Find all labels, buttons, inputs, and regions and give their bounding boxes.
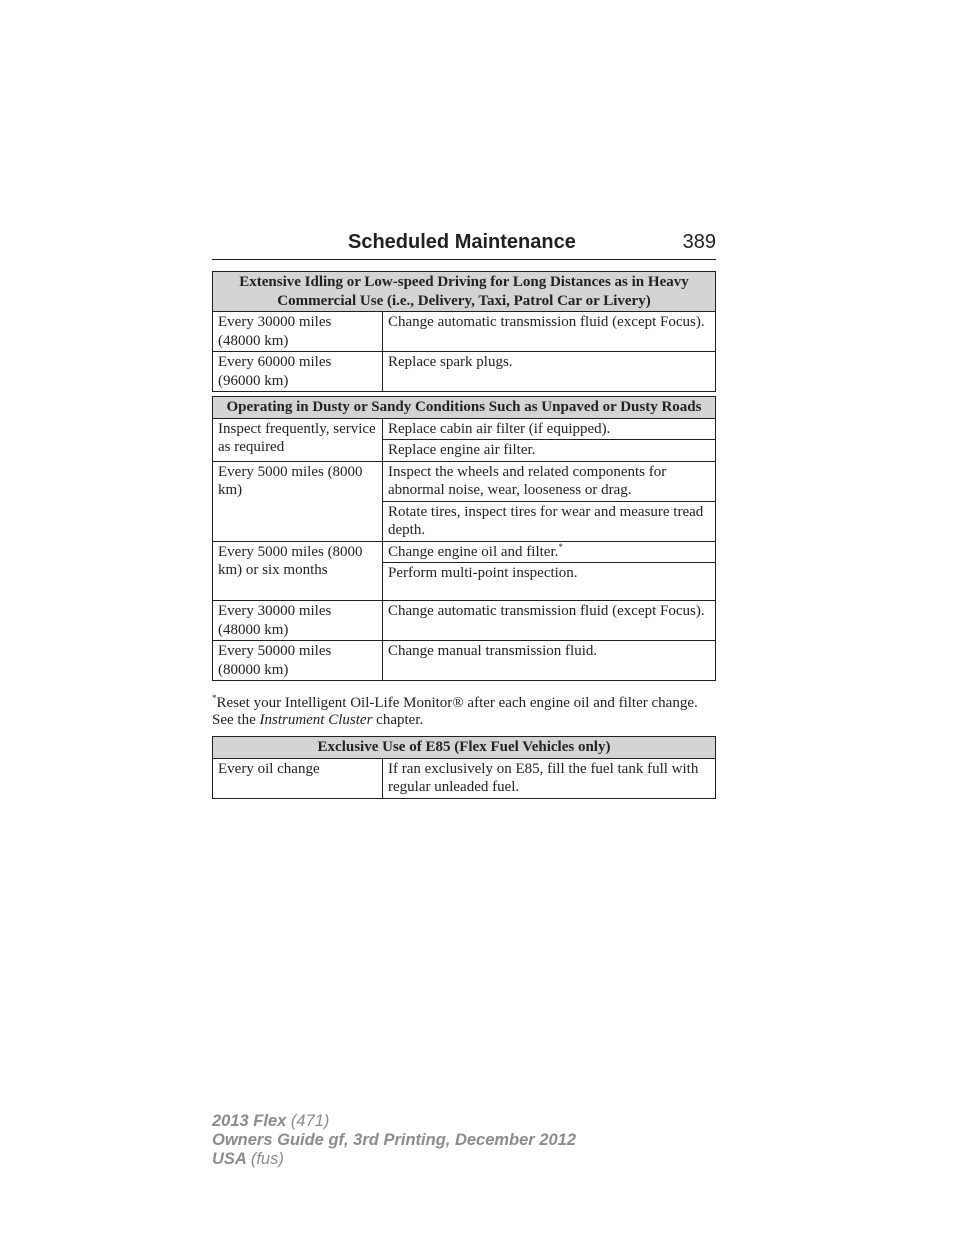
footer-market-code: (fus): [250, 1150, 284, 1168]
interval-cell: Every oil change: [213, 758, 383, 798]
action-cell: [383, 541, 716, 563]
table-row: [213, 418, 716, 440]
footnote-text-end: chapter.: [372, 712, 424, 728]
action-cell: Perform multi-point inspection.: [383, 563, 716, 601]
table-heading: Operating in Dusty or Sandy Conditions Such as Unpaved or Dusty Roads: [213, 397, 716, 419]
table-heading: Exclusive Use of E85 (Flex Fuel Vehicles only): [213, 737, 716, 759]
section-title: Scheduled Maintenance: [348, 231, 576, 253]
footer-market: USA: [212, 1150, 247, 1168]
footer-guide: Owners Guide gf, 3rd Printing, December 2012: [212, 1131, 577, 1149]
table-row: [213, 312, 716, 352]
table-row: [213, 758, 716, 798]
table-row: [213, 601, 716, 641]
e85-table: [212, 736, 716, 799]
action-cell: Rotate tires, inspect tires for wear and measure tread depth.: [383, 501, 716, 541]
action-cell: If ran exclusively on E85, fill the fuel tank full with regular unleaded fuel.: [383, 758, 716, 798]
interval-cell: Inspect frequently, service as required: [213, 418, 383, 461]
page-number: 389: [682, 231, 716, 253]
footnote-marker: *: [558, 541, 563, 552]
interval-cell: Every 5000 miles (8000 km) or six months: [213, 541, 383, 601]
action-cell: Change automatic transmission fluid (except Focus).: [383, 312, 716, 352]
interval-cell: Every 30000 miles (48000 km): [213, 312, 383, 352]
interval-cell: Every 50000 miles (80000 km): [213, 641, 383, 681]
table-row: [213, 352, 716, 392]
action-cell: Inspect the wheels and related components for abnormal noise, wear, looseness or drag.: [383, 461, 716, 501]
interval-cell: Every 60000 miles (96000 km): [213, 352, 383, 392]
table-heading: Extensive Idling or Low-speed Driving for Long Distances as in Heavy Commercial Use (i.e., Delivery, Taxi, Patrol Car or Livery): [213, 272, 716, 312]
table-row: [213, 641, 716, 681]
page-header: [212, 229, 716, 260]
action-cell: Replace cabin air filter (if equipped).: [383, 418, 716, 440]
action-text: Change engine oil and filter.: [388, 543, 559, 560]
footnote: [212, 695, 716, 729]
table-row: [213, 461, 716, 501]
idling-maintenance-table: [212, 271, 716, 392]
interval-cell: Every 30000 miles (48000 km): [213, 601, 383, 641]
table-row: [213, 541, 716, 563]
footer-code: (471): [290, 1112, 330, 1130]
action-cell: Replace spark plugs.: [383, 352, 716, 392]
action-cell: Change manual transmission fluid.: [383, 641, 716, 681]
action-cell: Replace engine air filter.: [383, 440, 716, 462]
interval-cell: Every 5000 miles (8000 km): [213, 461, 383, 541]
action-cell: Change automatic transmission fluid (except Focus).: [383, 601, 716, 641]
dusty-conditions-table: [212, 396, 716, 681]
page-footer: [212, 1112, 576, 1169]
footnote-mark: *: [212, 693, 217, 703]
footer-model: 2013 Flex: [212, 1112, 287, 1130]
footnote-text: Reset your Intelligent Oil-Life Monitor® after each engine oil and filter change. See the: [212, 695, 698, 728]
chapter-reference: Instrument Cluster: [259, 712, 373, 728]
